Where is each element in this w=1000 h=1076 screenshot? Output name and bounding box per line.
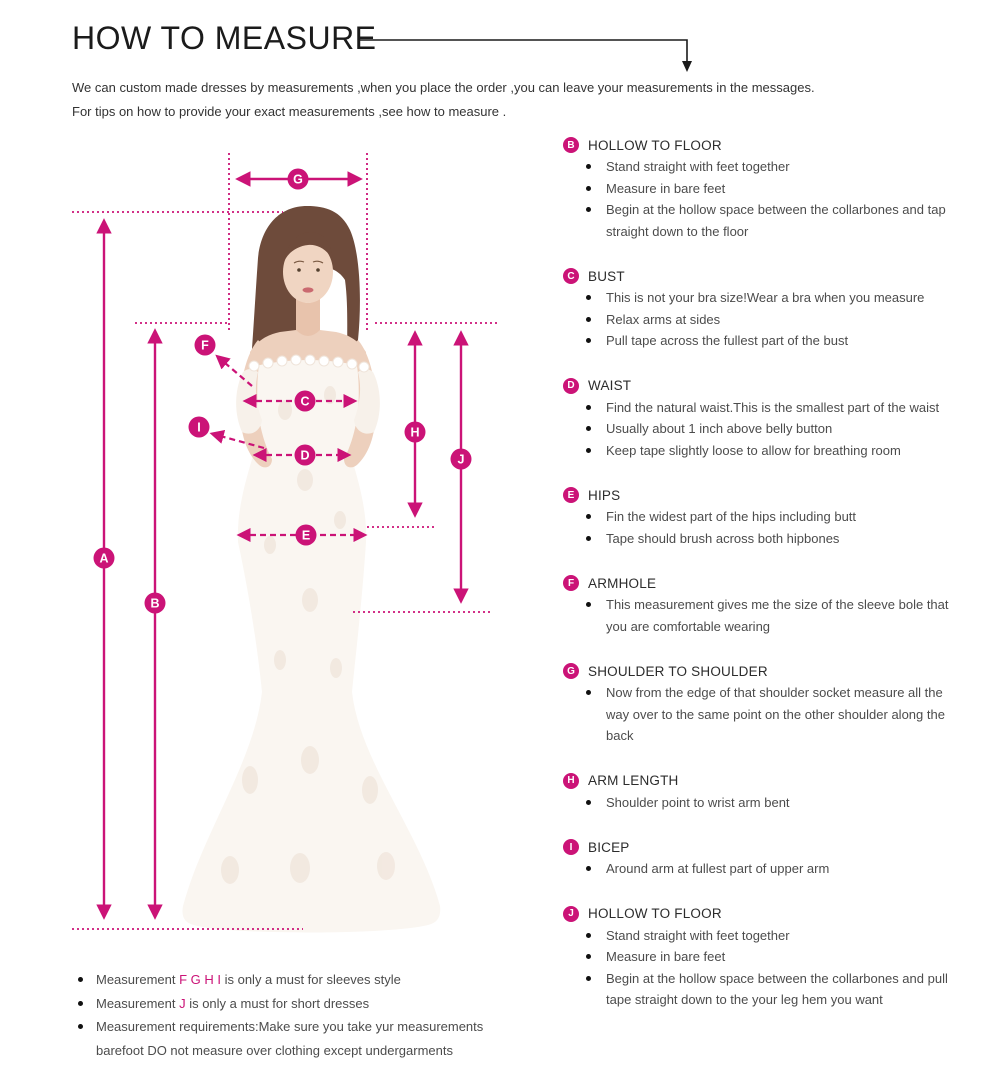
bullet-dot: [586, 405, 591, 410]
section-letter-badge: H: [563, 773, 579, 789]
section-letter-badge: F: [563, 575, 579, 591]
instruction-item: Around arm at fullest part of upper arm: [563, 858, 995, 880]
svg-text:C: C: [300, 394, 310, 409]
bullet-dot: [586, 976, 591, 981]
svg-text:F: F: [201, 338, 209, 353]
section-letter-badge: J: [563, 906, 579, 922]
instruction-item: Pull tape across the fullest part of the bust: [563, 330, 995, 352]
measure-label-b: [145, 593, 166, 614]
bullet-dot: [78, 977, 83, 982]
section-armhole: [563, 572, 995, 637]
bullet-dot: [586, 514, 591, 519]
section-waist: [563, 375, 995, 462]
section-title: SHOULDER TO SHOULDER: [588, 663, 768, 679]
bullet-dot: [586, 602, 591, 607]
bullet-dot: [78, 1001, 83, 1006]
instruction-item: Measure in bare feet: [563, 946, 995, 968]
svg-text:A: A: [99, 551, 109, 566]
instruction-item: Tape should brush across both hipbones: [563, 528, 995, 550]
bullet-dot: [586, 954, 591, 959]
instruction-item: Begin at the hollow space between the collarbones and pull tape straight down to the your leg hem you want: [563, 968, 995, 1011]
page-title: HOW TO MEASURE: [72, 20, 377, 56]
section-hollow-to-floor-b: [563, 134, 995, 242]
section-arm-length: [563, 770, 995, 814]
instruction-item: Usually about 1 inch above belly button: [563, 418, 995, 440]
section-title: BUST: [588, 268, 625, 284]
dress-model-figure: [182, 206, 440, 933]
instruction-item: Fin the widest part of the hips including butt: [563, 506, 995, 528]
measure-label-h: [405, 422, 426, 443]
svg-text:B: B: [150, 596, 160, 611]
bullet-dot: [586, 690, 591, 695]
bullet-dot: [586, 338, 591, 343]
note-item: Measurement F G H I is only a must for sleeves style: [76, 968, 536, 992]
section-letter-badge: E: [563, 487, 579, 503]
svg-text:D: D: [300, 448, 310, 463]
measure-label-e: [296, 525, 317, 546]
note-item: Measurement J is only a must for short dresses: [76, 992, 536, 1016]
measure-label-d: [295, 445, 316, 466]
bullet-dot: [586, 933, 591, 938]
bullet-dot: [586, 164, 591, 169]
bullet-dot: [586, 536, 591, 541]
bullet-dot: [586, 317, 591, 322]
measure-label-f: [195, 335, 216, 356]
section-letter-badge: G: [563, 663, 579, 679]
section-title: ARMHOLE: [588, 575, 657, 591]
section-title: HOLLOW TO FLOOR: [588, 137, 722, 153]
svg-text:I: I: [197, 420, 201, 435]
section-letter-badge: C: [563, 268, 579, 284]
section-letter-badge: I: [563, 839, 579, 855]
svg-text:H: H: [410, 425, 420, 440]
section-title: HIPS: [588, 487, 621, 503]
instruction-item: Now from the edge of that shoulder socket measure all the way over to the same point on the other shoulder along the back: [563, 682, 995, 747]
svg-text:J: J: [457, 452, 465, 467]
svg-text:G: G: [293, 172, 303, 187]
svg-text:E: E: [301, 528, 311, 543]
section-letter-badge: D: [563, 378, 579, 394]
bullet-dot: [78, 1024, 83, 1029]
instruction-item: Stand straight with feet together: [563, 925, 995, 947]
section-title: ARM LENGTH: [588, 773, 679, 788]
bullet-dot: [586, 186, 591, 191]
bullet-dot: [586, 800, 591, 805]
instruction-item: Relax arms at sides: [563, 309, 995, 331]
bullet-dot: [586, 295, 591, 300]
accent-letters: F G H I: [179, 972, 221, 987]
instructions-column: [563, 134, 995, 1034]
instruction-item: Measure in bare feet: [563, 178, 995, 200]
section-letter-badge: B: [563, 137, 579, 153]
instruction-item: This is not your bra size!Wear a bra when you measure: [563, 287, 995, 309]
section-hips: [563, 484, 995, 549]
measure-label-g: [288, 169, 309, 190]
section-title: BICEP: [588, 839, 630, 855]
measure-label-c: [295, 391, 316, 412]
instruction-item: Find the natural waist.This is the smallest part of the waist: [563, 397, 995, 419]
bullet-dot: [586, 426, 591, 431]
measure-label-i: [189, 417, 210, 438]
instruction-item: Stand straight with feet together: [563, 156, 995, 178]
measure-label-j: [451, 449, 472, 470]
bullet-dot: [586, 866, 591, 871]
measure-label-a: [94, 548, 115, 569]
note-item: Measurement requirements:Make sure you take yur measurements barefoot DO not measure over clothing except undergarments: [76, 1015, 536, 1062]
accent-letters: J: [179, 995, 186, 1011]
intro-line-2: For tips on how to provide your exact measurements ,see how to measure .: [72, 104, 507, 119]
instruction-item: Shoulder point to wrist arm bent: [563, 792, 995, 814]
dress: [182, 360, 440, 933]
section-bicep: [563, 836, 995, 880]
section-title: WAIST: [588, 378, 632, 393]
bullet-dot: [586, 207, 591, 212]
intro-line-1: We can custom made dresses by measurements ,when you place the order ,you can leave your measurements in the messages.: [72, 80, 815, 95]
instruction-item: Keep tape slightly loose to allow for breathing room: [563, 440, 995, 462]
title-pointer-arrow: [360, 40, 692, 72]
section-bust: [563, 265, 995, 352]
instruction-item: This measurement gives me the size of the sleeve bole that you are comfortable wearing: [563, 594, 995, 637]
section-shoulder-to-shoulder: [563, 660, 995, 747]
bullet-dot: [586, 448, 591, 453]
section-hollow-to-floor-j: [563, 903, 995, 1011]
measurement-notes: [76, 968, 536, 1062]
instruction-item: Begin at the hollow space between the collarbones and tap straight down to the floor: [563, 199, 995, 242]
section-title: HOLLOW TO FLOOR: [588, 906, 722, 921]
